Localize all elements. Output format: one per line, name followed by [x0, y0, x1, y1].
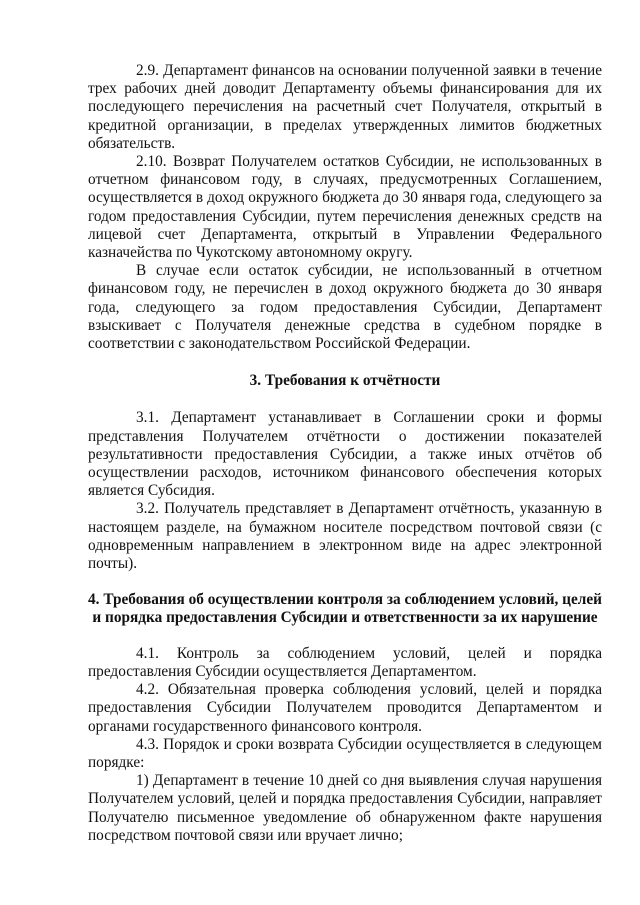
- paragraph-3-2: 3.2. Получатель представляет в Департамент отчётность, указанную в настоящем разделе, на бумажном носителе посредством почтовой связи (с одновременным направлением в электронном виде на адрес электронной почты).: [88, 500, 602, 573]
- section-4-heading: [88, 591, 602, 627]
- document-page: [88, 62, 602, 845]
- paragraph-2-10: 2.10. Возврат Получателем остатков Субсидии, не использованных в отчетном финансовом году, в случаях, предусмотренных Соглашением, осуществляется в доход окружного бюджета до 30 января года, следующего за годом предоставления Субсидии, путем перечисления денежных средств на лицевой счет Департамента, открытый в Управлении Федерального казначейства по Чукотскому автономному округу.: [88, 153, 602, 262]
- section-3-heading: 3. Требования к отчётности: [249, 372, 441, 390]
- paragraph-3-1: 3.1. Департамент устанавливает в Соглашении сроки и формы представления Получателем отчётности о достижении показателей результативности предоставления Субсидии, а также иных отчётов об осуществлении расходов, источником финансового обеспечения которых является Субсидия.: [88, 409, 602, 500]
- paragraph-unreturned-balance: В случае если остаток субсидии, не использованный в отчетном финансовом году, не перечислен в доход окружного бюджета до 30 января года, следующего за годом предоставления Субсидии, Департамент взыскивает с Получателя денежные средства в судебном порядке в соответствии с законодательством Российской Федерации.: [88, 262, 602, 353]
- paragraph-4-3: 4.3. Порядок и сроки возврата Субсидии осуществляется в следующем порядке:: [88, 735, 602, 771]
- paragraph-2-9: 2.9. Департамент финансов на основании полученной заявки в течение трех рабочих дней доводит Департаменту объемы финансирования для их последующего перечисления на расчетный счет Получателя, открытый в кредитной организации, в пределах утвержденных лимитов бюджетных обязательств.: [88, 62, 602, 152]
- paragraph-4-1: 4.1. Контроль за соблюдением условий, целей и порядка предоставления Субсидии осуществляется Департаментом.: [88, 644, 602, 680]
- paragraph-4-3-item-1: 1) Департамент в течение 10 дней со дня выявления случая нарушения Получателем условий, целей и порядка предоставления Субсидии, направляет Получателю письменное уведомление об обнаруженном факте нарушения посредством почтовой связи или вручает лично;: [88, 772, 602, 844]
- section-4-heading-line-1: 4. Требования об осуществлении контроля за соблюдением условий, целей: [88, 591, 602, 609]
- paragraph-4-2: 4.2. Обязательная проверка соблюдения условий, целей и порядка предоставления Субсидии Получателем проводится Департаментом и органами государственного финансового контроля.: [88, 681, 602, 735]
- section-4-heading-line-2: и порядка предоставления Субсидии и ответственности за их нарушение: [92, 609, 598, 627]
